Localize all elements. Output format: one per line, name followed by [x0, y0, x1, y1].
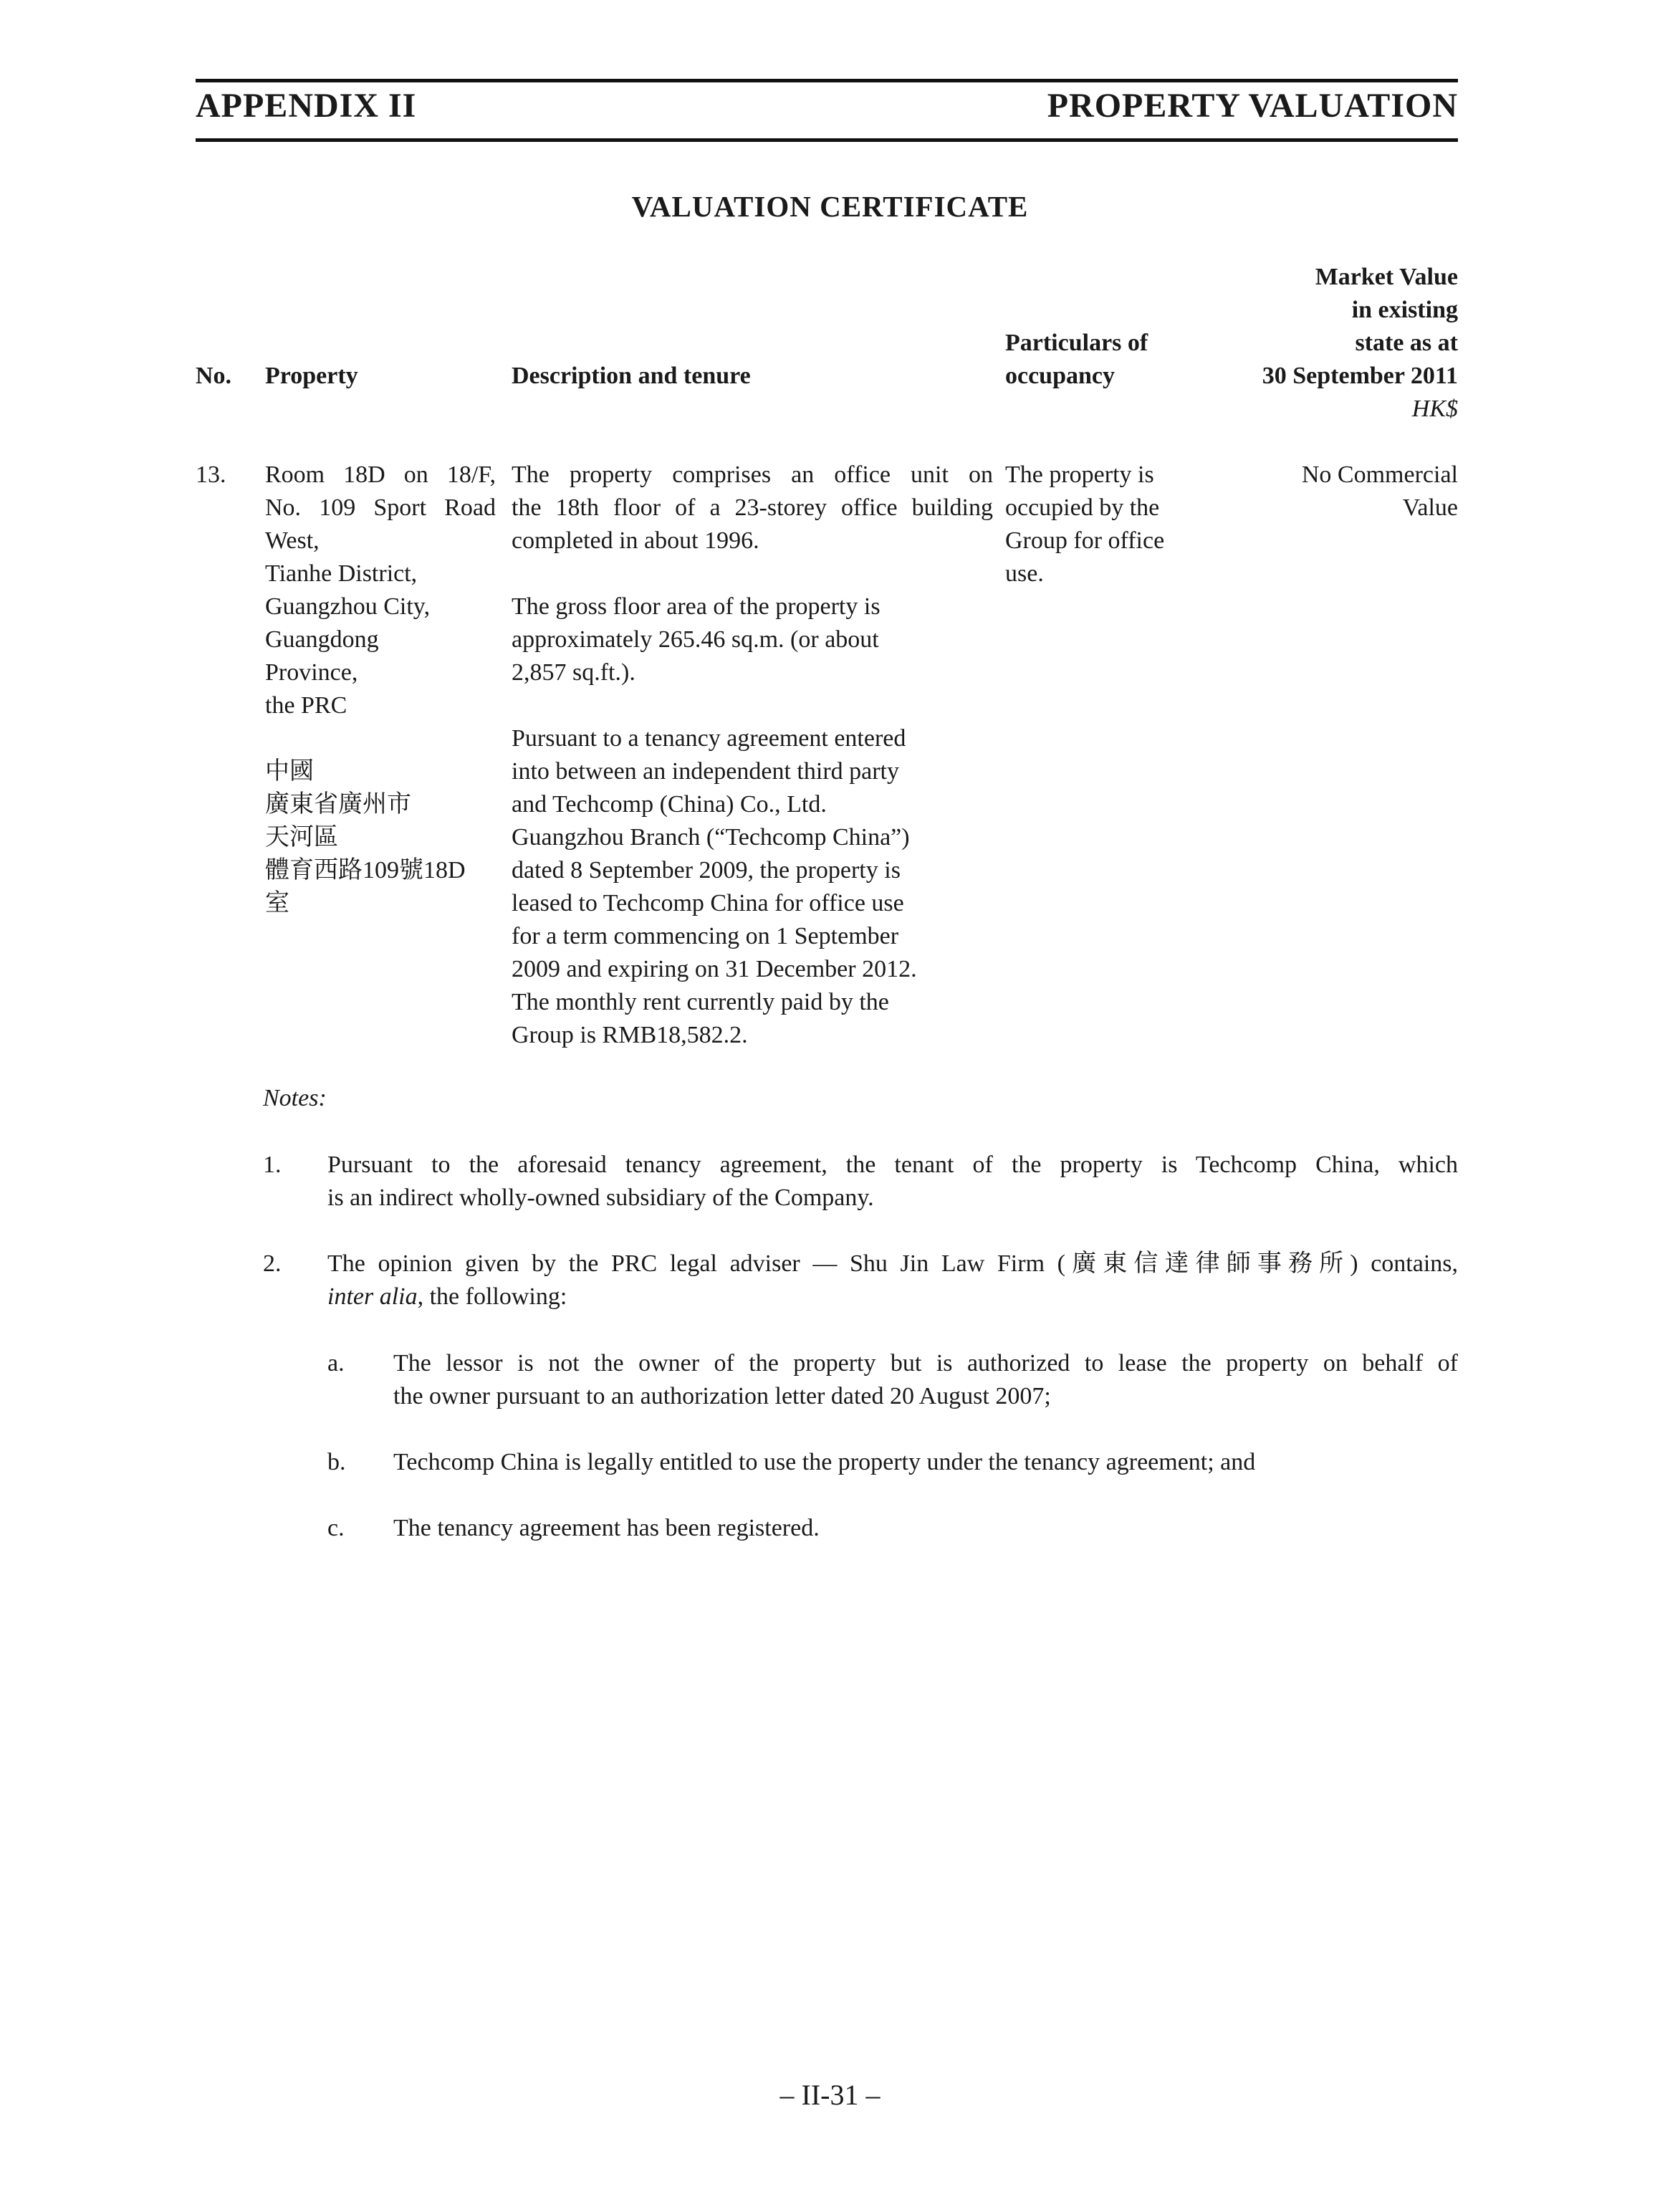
description-line: leased to Techcomp China for office use: [512, 890, 904, 916]
sub-a-text: [393, 1347, 1458, 1413]
occupancy-line: Group for office: [1005, 527, 1165, 554]
property-address-line: Guangdong: [265, 626, 379, 653]
property-address-cn-line: 天河區: [265, 824, 338, 851]
description-line: Group is RMB18,582.2.: [512, 1022, 748, 1048]
note-2-line-2-rest: , the following:: [417, 1283, 567, 1310]
occupancy-particulars: [1005, 459, 1213, 590]
sub-b-line: Techcomp China is legally entitled to use the property under the tenancy agreement; and: [393, 1449, 1256, 1475]
occupancy-line: use.: [1005, 560, 1044, 587]
property-address-line: the PRC: [265, 692, 347, 719]
note-1-line: is an indirect wholly-owned subsidiary of the Company.: [327, 1184, 874, 1211]
note-1-number: 1.: [263, 1152, 282, 1178]
note-2-text: [327, 1248, 1458, 1313]
property-address-cn-line: 中國: [265, 758, 314, 785]
description-line: 2009 and expiring on 31 December 2012.: [512, 956, 917, 982]
col-header-occupancy-line: Particulars of: [1005, 330, 1148, 356]
property-address-line: Room 18D on 18/F,: [265, 461, 496, 488]
notes-heading: Notes:: [263, 1085, 327, 1111]
sub-b-label: b.: [327, 1449, 346, 1475]
col-header-description: Description and tenure: [512, 363, 751, 389]
sub-a-label: a.: [327, 1350, 345, 1376]
header-bottom-rule: [196, 138, 1458, 142]
col-header-value-line: in existing: [1351, 297, 1458, 323]
note-2-number: 2.: [263, 1250, 282, 1277]
description-line: The monthly rent currently paid by the: [512, 989, 889, 1015]
description-line: The property comprises an office unit on: [512, 461, 993, 488]
property-address-line: Tianhe District,: [265, 560, 418, 587]
col-header-occupancy-line: occupancy: [1005, 363, 1115, 389]
property-address-cn-line: 體育西路109號18D: [265, 857, 466, 884]
col-header-currency: HK$: [1411, 396, 1458, 422]
page-number: – II-31 –: [779, 2079, 881, 2111]
description-line: completed in about 1996.: [512, 527, 759, 554]
col-header-property: Property: [265, 363, 358, 389]
description-tenure: [512, 459, 993, 1052]
property-address-line: Province,: [265, 659, 358, 686]
description-line: the 18th floor of a 23-storey office building: [512, 494, 993, 521]
market-value: [1229, 459, 1458, 525]
col-header-value-line: state as at: [1355, 330, 1458, 356]
market-value-line: No Commercial: [1301, 461, 1458, 488]
occupancy-line: The property is: [1005, 461, 1154, 488]
certificate-title: VALUATION CERTIFICATE: [631, 190, 1029, 223]
market-value-line: Value: [1402, 494, 1458, 521]
header-right-title: PROPERTY VALUATION: [1047, 87, 1458, 125]
row-number: 13.: [196, 461, 226, 488]
property-address-cn-line: 廣東省廣州市: [265, 791, 411, 818]
description-line: approximately 265.46 sq.m. (or about: [512, 626, 879, 653]
description-line: Guangzhou Branch (“Techcomp China”): [512, 824, 910, 851]
description-line: Pursuant to a tenancy agreement entered: [512, 725, 906, 752]
sub-c-line: The tenancy agreement has been registered.: [393, 1515, 820, 1541]
sub-b-text: [393, 1446, 1458, 1479]
occupancy-line: occupied by the: [1005, 494, 1160, 521]
description-line: into between an independent third party: [512, 758, 899, 785]
description-line: for a term commencing on 1 September: [512, 923, 899, 949]
sub-c-label: c.: [327, 1515, 345, 1541]
note-2-line: The opinion given by the PRC legal adviser — Shu Jin Law Firm (廣東信達律師事務所) contains,: [327, 1250, 1458, 1277]
header-left-title: APPENDIX II: [196, 87, 417, 125]
note-1-line: Pursuant to the aforesaid tenancy agreement, the tenant of the property is Techcomp China, which: [327, 1152, 1458, 1178]
sub-c-text: [393, 1512, 1458, 1545]
property-address-line: West,: [265, 527, 320, 554]
col-header-value-line: 30 September 2011: [1262, 363, 1458, 389]
description-line: and Techcomp (China) Co., Ltd.: [512, 791, 827, 818]
property-address-cn-line: 室: [265, 890, 289, 916]
col-header-no: No.: [196, 363, 232, 389]
description-line: The gross floor area of the property is: [512, 593, 881, 620]
property-address-line: No. 109 Sport Road: [265, 494, 496, 521]
description-line: 2,857 sq.ft.).: [512, 659, 635, 686]
property-address: [265, 459, 496, 920]
note-2-line-2: [327, 1280, 1458, 1313]
note-1-text: [327, 1149, 1458, 1215]
property-address-line: Guangzhou City,: [265, 593, 431, 620]
inter-alia: inter alia: [327, 1283, 418, 1310]
sub-a-line: the owner pursuant to an authorization letter dated 20 August 2007;: [393, 1383, 1051, 1409]
description-line: dated 8 September 2009, the property is: [512, 857, 901, 884]
col-header-value: [1171, 261, 1458, 426]
sub-a-line: The lessor is not the owner of the property but is authorized to lease the property on behalf of: [393, 1350, 1458, 1376]
col-header-occupancy: [1005, 327, 1148, 393]
col-header-value-line: Market Value: [1315, 264, 1458, 290]
header-top-rule: [196, 79, 1458, 82]
